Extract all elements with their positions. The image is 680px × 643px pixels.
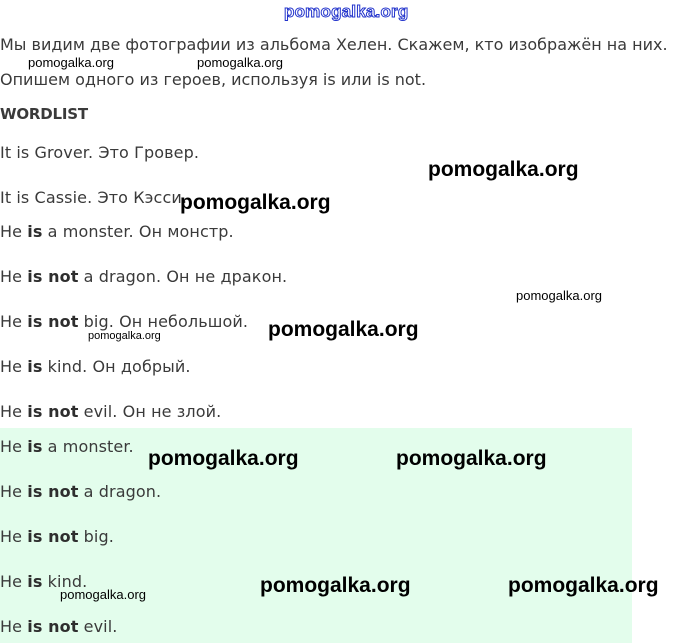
sentence-2: It is Cassie. Это Кэсси. [0, 188, 188, 207]
sentence-6: He is kind. Он добрый. [0, 357, 191, 376]
watermark: pomogalka.org [260, 574, 411, 597]
sentence-5: He is not big. Он небольшой. [0, 312, 249, 331]
watermark: pomogalka.org [508, 574, 659, 597]
watermark: pomogalka.org [88, 330, 161, 342]
watermark: pomogalka.org [268, 318, 419, 341]
answer-5: He is not evil. [0, 617, 118, 636]
sentence-3: He is a monster. Он монстр. [0, 222, 234, 241]
sentence-1: It is Grover. Это Гровер. [0, 143, 200, 162]
watermark: pomogalka.org [428, 158, 579, 181]
watermark: pomogalka.org [60, 587, 146, 602]
watermark: pomogalka.org [516, 288, 602, 303]
intro-line-1: Мы видим две фотографии из альбома Хелен. Скажем, кто изображён на них. [0, 35, 668, 54]
answer-2: He is not a dragon. [0, 482, 162, 501]
watermark: pomogalka.org [180, 191, 331, 214]
watermark: pomogalka.org [396, 447, 547, 470]
wordlist-heading: WORDLIST [0, 105, 88, 123]
watermark-top: pomogalka.org [284, 2, 409, 21]
watermark: pomogalka.org [197, 55, 283, 70]
answer-4: He is kind. [0, 572, 88, 591]
sentence-7: He is not evil. Он не злой. [0, 402, 222, 421]
answer-3: He is not big. [0, 527, 114, 546]
answer-1: He is a monster. [0, 437, 134, 456]
intro-line-2: Опишем одного из героев, используя is или is not. [0, 70, 427, 89]
watermark: pomogalka.org [148, 447, 299, 470]
watermark: pomogalka.org [28, 55, 114, 70]
sentence-4: He is not a dragon. Он не дракон. [0, 267, 288, 286]
